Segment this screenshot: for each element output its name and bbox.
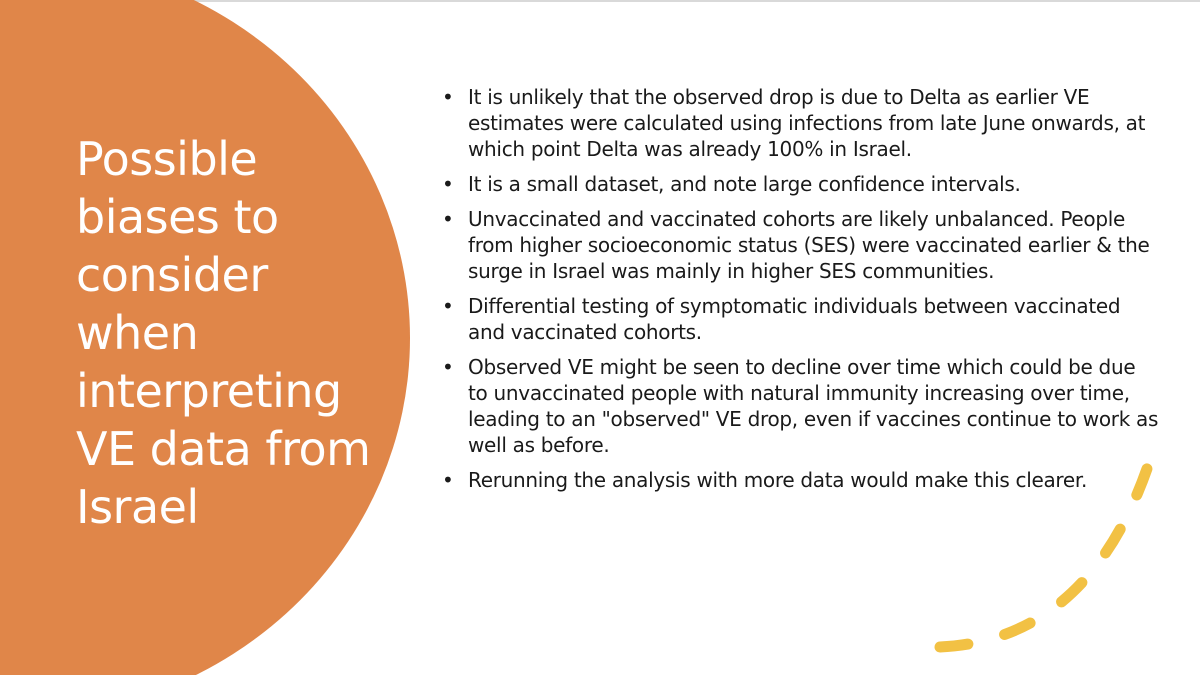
- bullet-text: Observed VE might be seen to decline over time which could be due to unvaccinated people with natural immunity increasing over time, leading to an "observed" VE drop, even if vaccines continue to work as well as before.: [468, 355, 1159, 457]
- bullet-dot: •: [442, 294, 454, 318]
- bullet-text: It is a small dataset, and note large confidence intervals.: [468, 172, 1021, 196]
- bullet-dot: •: [442, 172, 454, 196]
- bullet-dot: •: [442, 85, 454, 109]
- bullet-dot: •: [442, 355, 454, 379]
- bullet-dot: •: [442, 207, 454, 231]
- bullet-text: It is unlikely that the observed drop is due to Delta as earlier VE estimates were calculated using infections from late June onwards, at which point Delta was already 100% in Israel.: [468, 85, 1146, 161]
- bullet-text: Differential testing of symptomatic individuals between vaccinated and vaccinated cohorts.: [468, 294, 1121, 344]
- bullet-text: Rerunning the analysis with more data would make this clearer.: [468, 468, 1088, 492]
- bullet-dot: •: [442, 468, 454, 492]
- bullet-text: Unvaccinated and vaccinated cohorts are likely unbalanced. People from higher socioeconomic status (SES) were vaccinated earlier & the surge in Israel was mainly in higher SES communities.: [468, 207, 1150, 283]
- slide-title: Possible biases to consider when interpreting VE data from Israel: [76, 132, 371, 534]
